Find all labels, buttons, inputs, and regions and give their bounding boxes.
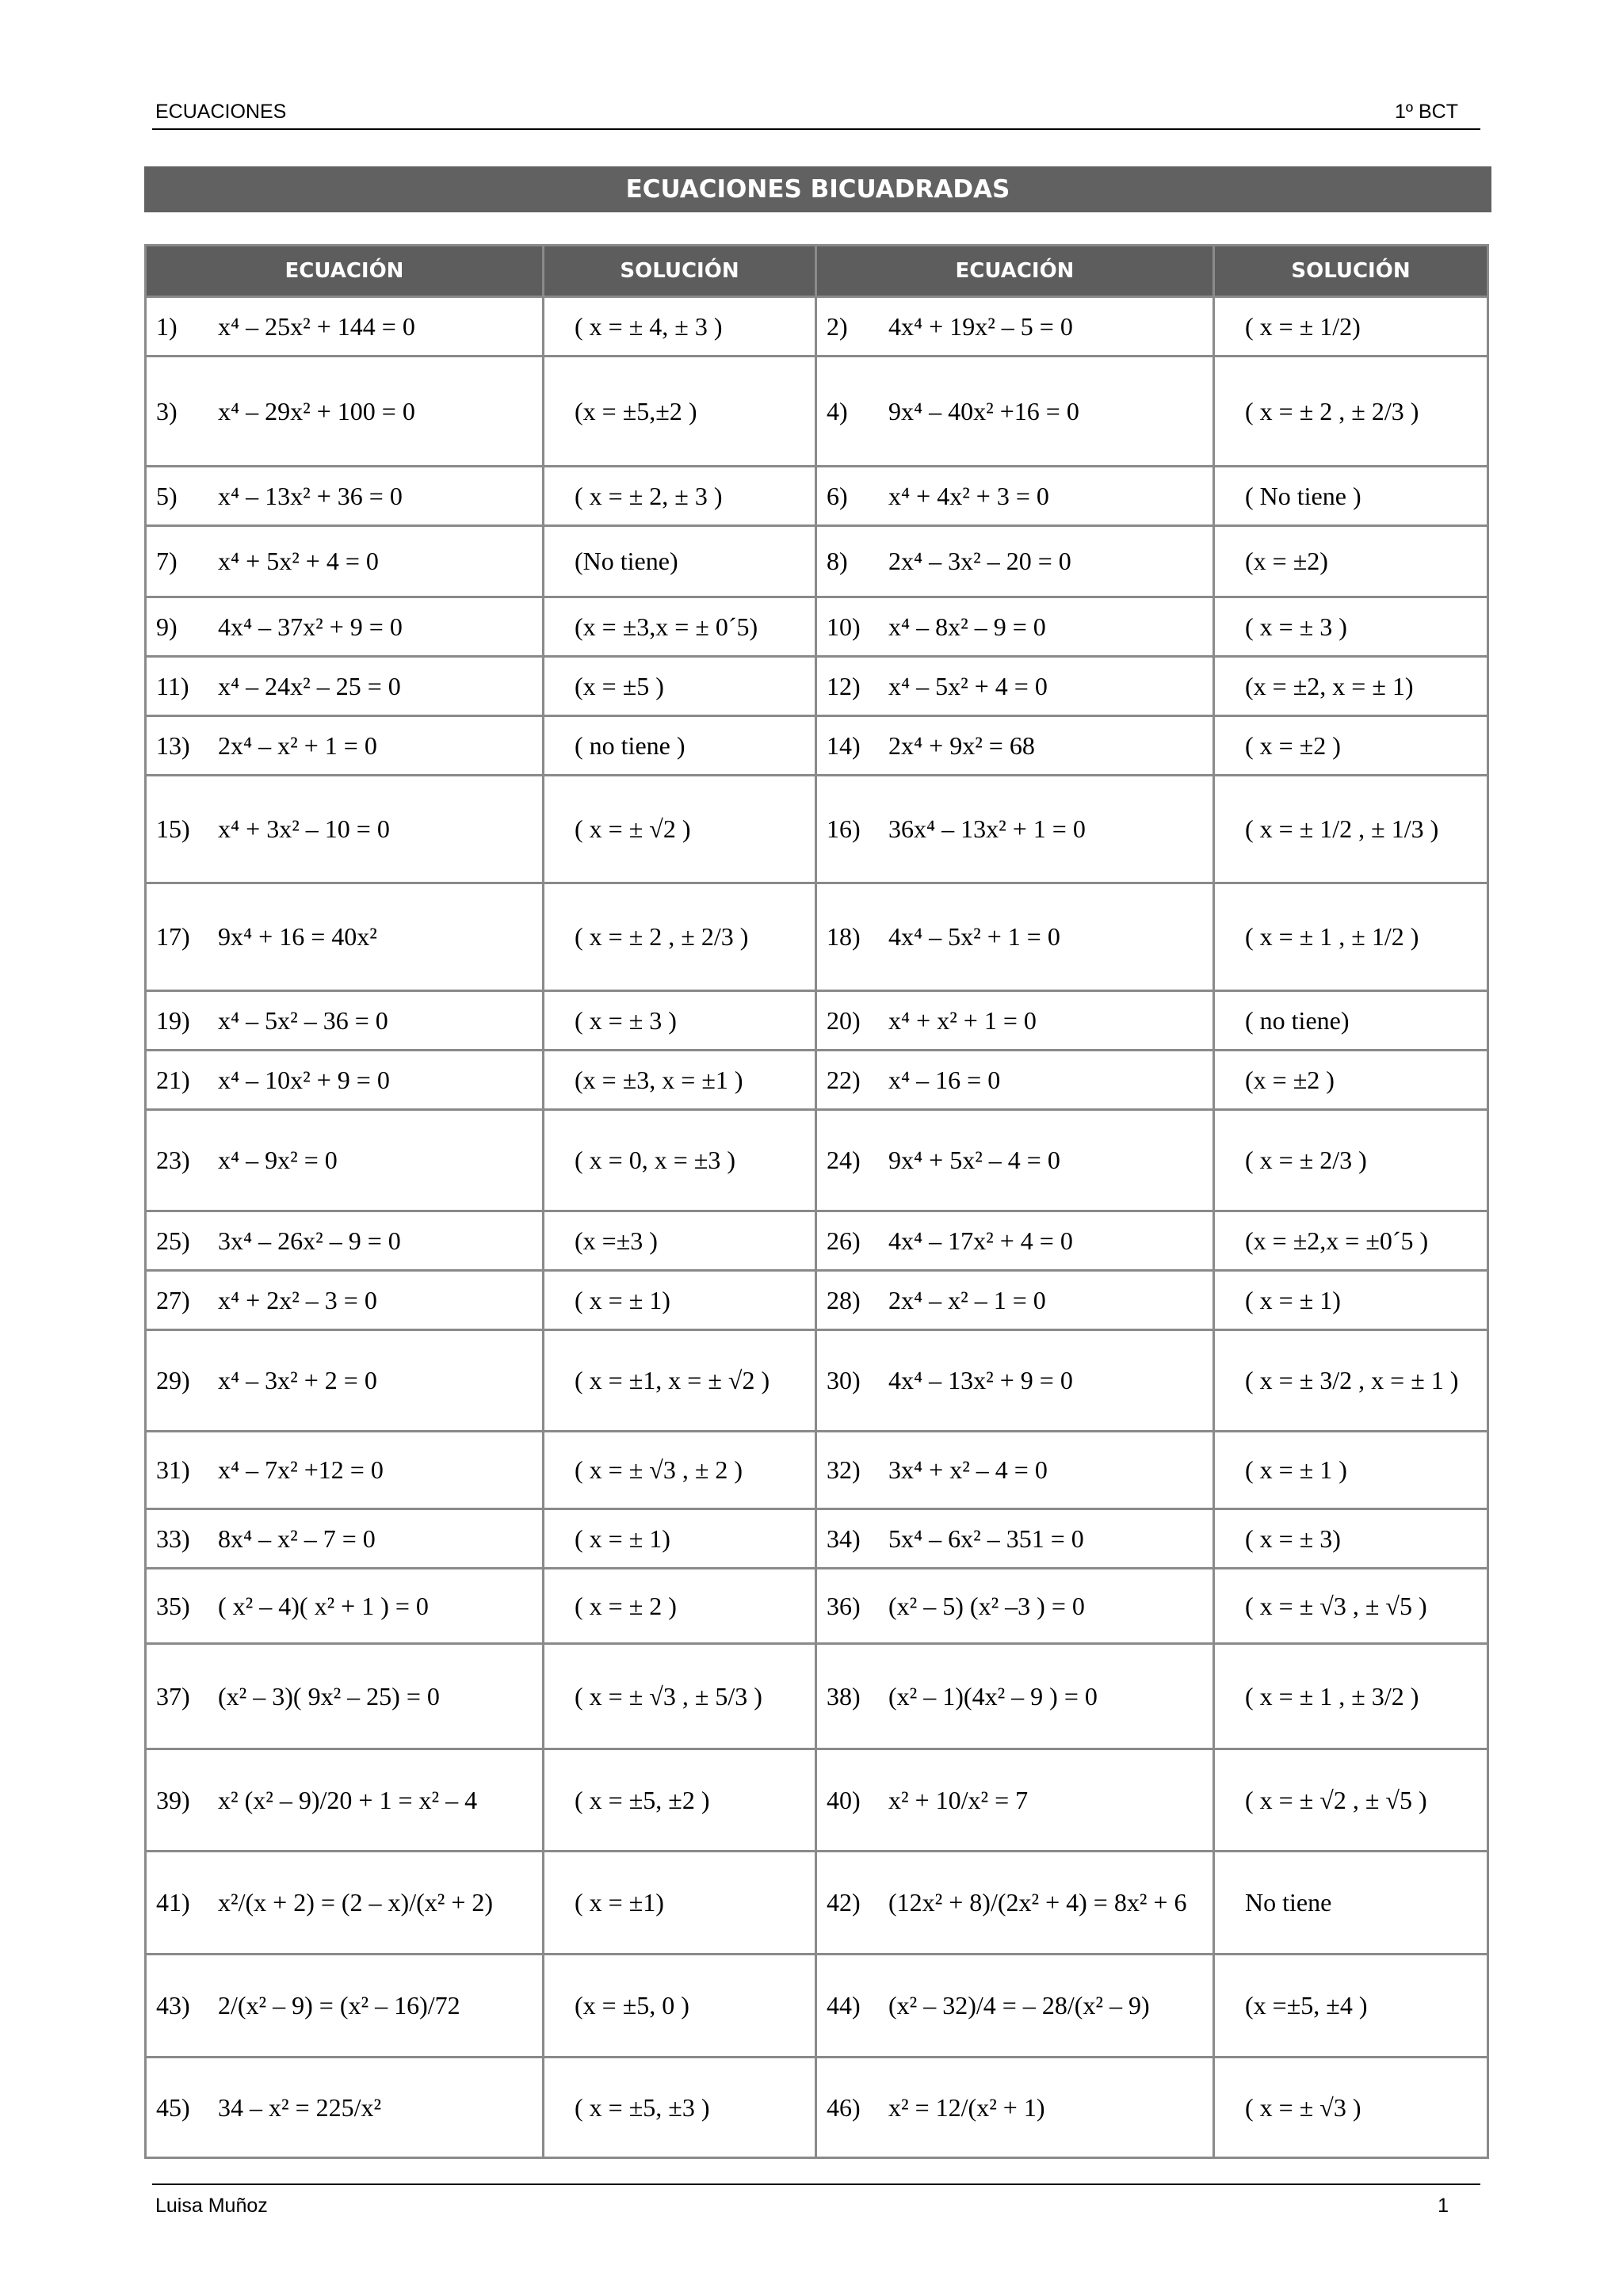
equation-text: 8x⁴ – x² – 7 = 0	[218, 1524, 376, 1553]
solution-text: ( x = ±2 )	[1245, 730, 1341, 760]
solution-cell	[544, 357, 816, 467]
equation-number: 30)	[827, 1366, 861, 1394]
equation-text: 4x⁴ – 5x² + 1 = 0	[888, 922, 1060, 951]
equation-text: x⁴ – 13x² + 36 = 0	[218, 481, 403, 510]
table-row	[146, 1330, 1488, 1432]
solution-cell	[1214, 716, 1488, 776]
equation-text: x² + 10/x² = 7	[888, 1785, 1029, 1814]
equation-text: ( x² – 4)( x² + 1 ) = 0	[218, 1591, 429, 1620]
table-row	[146, 1569, 1488, 1644]
solution-cell	[544, 1330, 816, 1432]
equation-cell	[816, 991, 1214, 1051]
equation-number: 36)	[827, 1591, 861, 1620]
equation-number: 9)	[156, 612, 178, 641]
equation-cell	[146, 716, 544, 776]
equation-number: 43)	[156, 1991, 190, 2019]
equation-text: x⁴ – 3x² + 2 = 0	[218, 1366, 377, 1394]
equation-number: 37)	[156, 1681, 190, 1711]
equation-cell	[816, 1271, 1214, 1330]
equation-number: 11)	[156, 671, 189, 700]
equation-cell	[816, 1051, 1214, 1110]
solution-cell	[544, 1569, 816, 1644]
equation-cell	[816, 657, 1214, 716]
solution-cell	[544, 1955, 816, 2058]
equation-cell	[816, 2058, 1214, 2158]
equation-text: x²/(x + 2) = (2 – x)/(x² + 2)	[218, 1888, 494, 1917]
solution-cell	[1214, 1852, 1488, 1955]
equation-number: 5)	[156, 481, 178, 510]
solution-text: (x = ±2, x = ± 1)	[1245, 671, 1414, 700]
table-row	[146, 1211, 1488, 1271]
equation-number: 7)	[156, 547, 178, 575]
equation-text: 2x⁴ – 3x² – 20 = 0	[888, 547, 1071, 575]
solution-text: ( x = ± 1 , ± 1/2 )	[1245, 922, 1419, 951]
solution-text: ( x = ± 1 , ± 3/2 )	[1245, 1681, 1419, 1711]
solution-cell	[544, 776, 816, 883]
equation-number: 26)	[827, 1226, 861, 1255]
footer-author: Luisa Muñoz	[155, 2195, 268, 2217]
equation-number: 6)	[827, 481, 848, 510]
equation-text: 4x⁴ – 17x² + 4 = 0	[888, 1226, 1073, 1255]
solution-cell	[1214, 1749, 1488, 1852]
table-row	[146, 883, 1488, 991]
solution-cell	[544, 1432, 816, 1509]
equation-text: x⁴ – 25x² + 144 = 0	[218, 311, 415, 341]
equation-number: 21)	[156, 1065, 190, 1094]
equation-text: x⁴ + 5x² + 4 = 0	[218, 547, 379, 575]
equation-number: 12)	[827, 671, 861, 700]
equation-cell	[816, 1110, 1214, 1211]
equation-text: x⁴ – 5x² + 4 = 0	[888, 671, 1048, 700]
equation-number: 20)	[827, 1005, 861, 1035]
table-row	[146, 1955, 1488, 2058]
solution-cell	[1214, 1051, 1488, 1110]
solution-text: ( x = ± 1/2 , ± 1/3 )	[1245, 814, 1439, 843]
solution-text: ( x = ±5, ±3 )	[575, 2092, 710, 2122]
equation-cell	[146, 2058, 544, 2158]
equation-text: 2x⁴ – x² + 1 = 0	[218, 730, 377, 760]
equation-cell	[146, 1509, 544, 1569]
solution-cell	[1214, 597, 1488, 657]
solution-text: ( x = ± √3 , ± 5/3 )	[575, 1681, 762, 1711]
solution-cell	[544, 883, 816, 991]
equation-number: 3)	[156, 396, 178, 425]
solution-text: ( No tiene )	[1245, 481, 1361, 510]
equation-number: 29)	[156, 1366, 190, 1394]
equation-cell	[146, 357, 544, 467]
solution-cell	[1214, 883, 1488, 991]
equation-text: x⁴ + 4x² + 3 = 0	[888, 481, 1049, 510]
solution-cell	[1214, 1955, 1488, 2058]
equation-text: 36x⁴ – 13x² + 1 = 0	[888, 814, 1086, 843]
solution-cell	[1214, 1644, 1488, 1749]
table-row	[146, 1271, 1488, 1330]
equation-cell	[816, 1211, 1214, 1271]
page-title: ECUACIONES BICUADRADAS	[144, 166, 1491, 212]
table-row	[146, 526, 1488, 597]
equation-number: 8)	[827, 547, 848, 575]
equation-number: 40)	[827, 1785, 861, 1814]
equation-number: 31)	[156, 1455, 190, 1484]
solution-cell	[1214, 2058, 1488, 2158]
equation-cell	[816, 776, 1214, 883]
equation-text: x⁴ – 9x² = 0	[218, 1146, 338, 1174]
equation-number: 25)	[156, 1226, 190, 1255]
page-header	[152, 93, 1480, 130]
solution-text: ( x = ± 4, ± 3 )	[575, 311, 723, 341]
equation-number: 34)	[827, 1524, 861, 1553]
solution-cell	[544, 597, 816, 657]
solution-text: ( x = ± 1 )	[1245, 1455, 1347, 1484]
solution-text: ( x = ± 3)	[1245, 1524, 1341, 1553]
solution-cell	[544, 657, 816, 716]
equation-cell	[146, 297, 544, 357]
column-header-solucion: SOLUCIÓN	[544, 246, 816, 297]
column-header-ecuacion: ECUACIÓN	[816, 246, 1214, 297]
equation-text: 9x⁴ – 40x² +16 = 0	[888, 396, 1079, 425]
table-row	[146, 1110, 1488, 1211]
solution-cell	[544, 297, 816, 357]
equation-number: 27)	[156, 1285, 190, 1314]
solution-cell	[1214, 1110, 1488, 1211]
equation-number: 1)	[156, 311, 178, 341]
equation-cell	[146, 1569, 544, 1644]
solution-cell	[1214, 467, 1488, 526]
equation-cell	[816, 1749, 1214, 1852]
table-row	[146, 1051, 1488, 1110]
column-header-ecuacion: ECUACIÓN	[146, 246, 544, 297]
equation-cell	[816, 883, 1214, 991]
solution-cell	[1214, 1211, 1488, 1271]
equation-text: 9x⁴ + 5x² – 4 = 0	[888, 1146, 1060, 1174]
equation-cell	[816, 357, 1214, 467]
equation-number: 38)	[827, 1681, 861, 1711]
equation-cell	[816, 597, 1214, 657]
column-header-solucion: SOLUCIÓN	[1214, 246, 1488, 297]
equation-cell	[146, 1330, 544, 1432]
equation-text: x⁴ + 2x² – 3 = 0	[218, 1285, 377, 1314]
equation-text: 9x⁴ + 16 = 40x²	[218, 922, 377, 951]
equation-text: 3x⁴ + x² – 4 = 0	[888, 1455, 1048, 1484]
table-row	[146, 716, 1488, 776]
solution-text: (No tiene)	[575, 547, 678, 575]
solution-text: (x =±5, ±4 )	[1245, 1991, 1368, 2019]
solution-text: ( x = ± √2 , ± √5 )	[1245, 1785, 1427, 1814]
equation-number: 32)	[827, 1455, 861, 1484]
equation-text: x² (x² – 9)/20 + 1 = x² – 4	[218, 1785, 478, 1814]
solution-text: (x = ±2 )	[1245, 1065, 1335, 1094]
equation-text: x⁴ – 24x² – 25 = 0	[218, 671, 401, 700]
solution-text: ( x = ± 1)	[1245, 1285, 1341, 1314]
solution-cell	[544, 1110, 816, 1211]
equation-number: 39)	[156, 1785, 190, 1814]
equation-number: 41)	[156, 1888, 190, 1917]
equation-cell	[816, 716, 1214, 776]
solution-text: (x = ±3,x = ± 0´5)	[575, 612, 758, 641]
solution-cell	[1214, 1271, 1488, 1330]
solution-text: ( x = ± 2 , ± 2/3 )	[1245, 396, 1419, 425]
table-body	[146, 297, 1488, 2158]
page-number: 1	[1438, 2195, 1449, 2217]
solution-cell	[1214, 357, 1488, 467]
equation-number: 16)	[827, 814, 861, 843]
solution-text: ( x = ±1)	[575, 1888, 664, 1917]
equation-text: x⁴ – 10x² + 9 = 0	[218, 1065, 390, 1094]
solution-text: (x =±3 )	[575, 1226, 658, 1255]
solution-text: (x = ±2)	[1245, 547, 1328, 575]
header-subject: ECUACIONES	[155, 101, 287, 123]
table-row	[146, 467, 1488, 526]
equation-number: 4)	[827, 396, 848, 425]
page-footer	[152, 2183, 1480, 2225]
equation-number: 13)	[156, 730, 190, 760]
table-row	[146, 1749, 1488, 1852]
equation-text: 3x⁴ – 26x² – 9 = 0	[218, 1226, 401, 1255]
solution-cell	[1214, 1330, 1488, 1432]
equation-text: (x² – 1)(4x² – 9 ) = 0	[888, 1681, 1098, 1711]
equation-text: x⁴ + 3x² – 10 = 0	[218, 814, 390, 843]
equation-number: 42)	[827, 1888, 861, 1917]
solution-cell	[544, 526, 816, 597]
equation-cell	[146, 1644, 544, 1749]
table-row	[146, 357, 1488, 467]
table-header-row	[146, 246, 1488, 297]
equation-text: (x² – 3)( 9x² – 25) = 0	[218, 1681, 440, 1711]
equation-number: 19)	[156, 1005, 190, 1035]
solution-cell	[544, 1271, 816, 1330]
equation-cell	[146, 467, 544, 526]
solution-cell	[544, 467, 816, 526]
solution-text: ( x = ± 1)	[575, 1285, 670, 1314]
equation-text: 4x⁴ – 13x² + 9 = 0	[888, 1366, 1073, 1394]
equation-text: 5x⁴ – 6x² – 351 = 0	[888, 1524, 1084, 1553]
solution-cell	[1214, 1509, 1488, 1569]
equation-number: 15)	[156, 814, 190, 843]
table-row	[146, 991, 1488, 1051]
equation-cell	[146, 657, 544, 716]
solution-text: ( x = ± 2 , ± 2/3 )	[575, 922, 749, 951]
solution-text: (x = ±5, 0 )	[575, 1991, 689, 2019]
solution-text: (x = ±5 )	[575, 671, 664, 700]
solution-text: ( no tiene)	[1245, 1005, 1350, 1035]
equation-cell	[146, 1051, 544, 1110]
equation-text: (12x² + 8)/(2x² + 4) = 8x² + 6	[888, 1888, 1187, 1917]
solution-text: ( x = 0, x = ±3 )	[575, 1146, 735, 1174]
equation-text: 4x⁴ – 37x² + 9 = 0	[218, 612, 403, 641]
equation-number: 24)	[827, 1146, 861, 1174]
equation-number: 45)	[156, 2092, 190, 2122]
header-course: 1º BCT	[1395, 101, 1458, 123]
solution-cell	[1214, 657, 1488, 716]
equation-cell	[816, 297, 1214, 357]
solution-text: ( x = ±5, ±2 )	[575, 1785, 710, 1814]
equation-text: (x² – 32)/4 = – 28/(x² – 9)	[888, 1991, 1150, 2019]
solution-text: ( x = ± 2/3 )	[1245, 1146, 1367, 1174]
equation-cell	[816, 1955, 1214, 2058]
solution-cell	[544, 1749, 816, 1852]
equation-cell	[146, 526, 544, 597]
solution-cell	[544, 1211, 816, 1271]
equation-cell	[146, 1852, 544, 1955]
solution-text: ( x = ± 3/2 , x = ± 1 )	[1245, 1366, 1459, 1394]
solution-text: (x = ±2,x = ±0´5 )	[1245, 1226, 1429, 1255]
equation-cell	[146, 1749, 544, 1852]
table-row	[146, 657, 1488, 716]
table-row	[146, 776, 1488, 883]
solution-text: ( no tiene )	[575, 730, 685, 760]
equation-cell	[816, 1509, 1214, 1569]
equation-number: 10)	[827, 612, 861, 641]
equation-number: 18)	[827, 922, 861, 951]
solution-cell	[1214, 297, 1488, 357]
table-row	[146, 1852, 1488, 1955]
equation-number: 17)	[156, 922, 190, 951]
equation-text: x² = 12/(x² + 1)	[888, 2092, 1045, 2122]
table-row	[146, 597, 1488, 657]
equation-number: 14)	[827, 730, 861, 760]
equation-text: x⁴ – 8x² – 9 = 0	[888, 612, 1046, 641]
equation-text: 4x⁴ + 19x² – 5 = 0	[888, 311, 1073, 341]
equation-text: (x² – 5) (x² –3 ) = 0	[888, 1591, 1085, 1620]
equation-cell	[146, 597, 544, 657]
equation-cell	[146, 1110, 544, 1211]
equation-text: x⁴ – 5x² – 36 = 0	[218, 1005, 388, 1035]
equation-number: 35)	[156, 1591, 190, 1620]
equation-number: 2)	[827, 311, 848, 341]
equation-number: 22)	[827, 1065, 861, 1094]
table-row	[146, 1509, 1488, 1569]
equation-cell	[816, 467, 1214, 526]
equation-text: x⁴ – 29x² + 100 = 0	[218, 396, 415, 425]
equation-text: 34 – x² = 225/x²	[218, 2092, 382, 2122]
table-row	[146, 1644, 1488, 1749]
solution-cell	[1214, 526, 1488, 597]
solution-text: (x = ±5,±2 )	[575, 396, 697, 425]
table-row	[146, 2058, 1488, 2158]
solution-text: ( x = ± 2, ± 3 )	[575, 481, 723, 510]
equation-cell	[816, 1330, 1214, 1432]
equation-text: x⁴ + x² + 1 = 0	[888, 1005, 1037, 1035]
solution-text: ( x = ± 3 )	[575, 1005, 677, 1035]
solution-cell	[544, 1051, 816, 1110]
solution-cell	[544, 1852, 816, 1955]
equation-text: 2/(x² – 9) = (x² – 16)/72	[218, 1991, 460, 2019]
equation-cell	[816, 1569, 1214, 1644]
solution-text: (x = ±3, x = ±1 )	[575, 1065, 743, 1094]
table-row	[146, 1432, 1488, 1509]
equation-number: 28)	[827, 1285, 861, 1314]
equation-cell	[816, 526, 1214, 597]
equation-cell	[146, 1271, 544, 1330]
equation-cell	[146, 1955, 544, 2058]
solution-cell	[1214, 1569, 1488, 1644]
solution-cell	[544, 991, 816, 1051]
equation-number: 44)	[827, 1991, 861, 2019]
equation-number: 46)	[827, 2092, 861, 2122]
solution-text: No tiene	[1245, 1888, 1332, 1917]
solution-text: ( x = ± √3 )	[1245, 2092, 1361, 2122]
solution-text: ( x = ± 1)	[575, 1524, 670, 1553]
equation-cell	[146, 776, 544, 883]
equation-text: x⁴ – 7x² +12 = 0	[218, 1455, 384, 1484]
solution-cell	[544, 1644, 816, 1749]
equation-cell	[146, 1211, 544, 1271]
equation-number: 33)	[156, 1524, 190, 1553]
table-row	[146, 297, 1488, 357]
solution-cell	[1214, 991, 1488, 1051]
solution-text: ( x = ± 1/2)	[1245, 311, 1361, 341]
solution-cell	[544, 2058, 816, 2158]
solution-text: ( x = ± 3 )	[1245, 612, 1347, 641]
solution-cell	[544, 1509, 816, 1569]
solution-text: ( x = ± 2 )	[575, 1591, 677, 1620]
solution-text: ( x = ± √3 , ± 2 )	[575, 1455, 743, 1484]
equation-cell	[146, 1432, 544, 1509]
equation-text: x⁴ – 16 = 0	[888, 1065, 1001, 1094]
equation-cell	[816, 1432, 1214, 1509]
equation-cell	[146, 883, 544, 991]
equation-number: 23)	[156, 1146, 190, 1174]
solution-text: ( x = ± √2 )	[575, 814, 691, 843]
solution-cell	[1214, 776, 1488, 883]
equations-table	[144, 244, 1489, 2159]
equation-cell	[816, 1644, 1214, 1749]
solution-cell	[544, 716, 816, 776]
equation-text: 2x⁴ – x² – 1 = 0	[888, 1285, 1046, 1314]
equation-cell	[816, 1852, 1214, 1955]
equation-text: 2x⁴ + 9x² = 68	[888, 730, 1035, 760]
solution-cell	[1214, 1432, 1488, 1509]
solution-text: ( x = ±1, x = ± √2 )	[575, 1366, 770, 1394]
equation-cell	[146, 991, 544, 1051]
solution-text: ( x = ± √3 , ± √5 )	[1245, 1591, 1427, 1620]
